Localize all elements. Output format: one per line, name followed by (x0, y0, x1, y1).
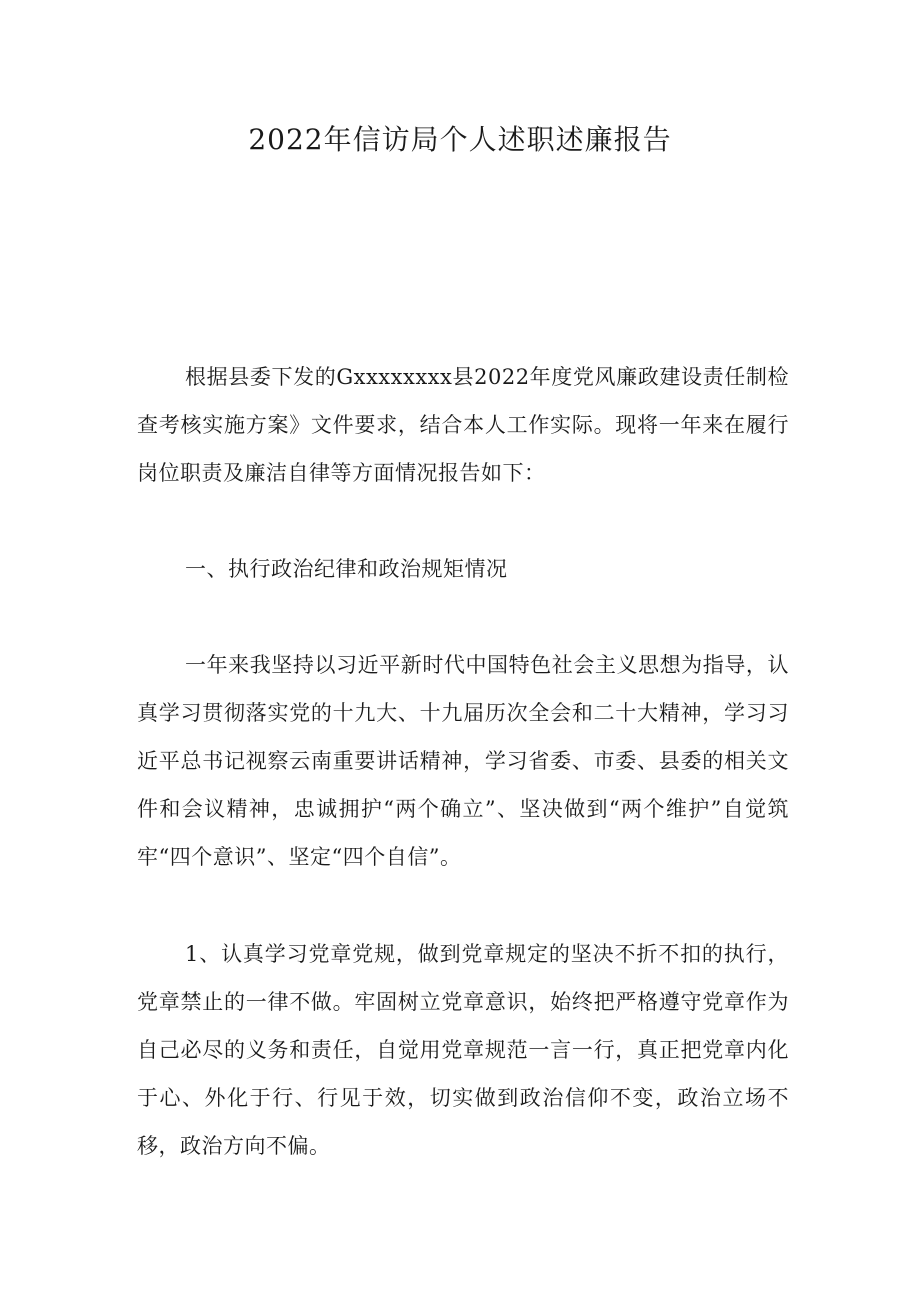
document-title: 2022年信访局个人述职述廉报告 (248, 123, 672, 156)
section-heading: 一、执行政治纪律和政治规矩情况 (185, 557, 508, 581)
body-paragraph: 1、认真学习党章党规，做到党章规定的坚决不折不扣的执行，党章禁止的一律不做。牢固树立党章意识，始终把严格遵守党章作为自己必尽的义务和责任，自觉用党章规范一言一行，真正把党章内化于心、外化于行、行见于效，切实做到政治信仰不变，政治立场不移，政治方向不偏。 (137, 942, 789, 1158)
intro-paragraph: 根据县委下发的Gxxxxxxxx县2022年度党风廉政建设责任制检查考核实施方案》文件要求，结合本人工作实际。现将一年来在履行岗位职责及廉洁自律等方面情况报告如下： (137, 365, 789, 485)
body-paragraph: 一年来我坚持以习近平新时代中国特色社会主义思想为指导，认真学习贯彻落实党的十九大、十九届历次全会和二十大精神，学习习近平总书记视察云南重要讲话精神，学习省委、市委、县委的相关文件和会议精神，忠诚拥护“两个确立”、坚决做到“两个维护”自觉筑牢“四个意识”、坚定“四个自信”。 (137, 653, 789, 869)
